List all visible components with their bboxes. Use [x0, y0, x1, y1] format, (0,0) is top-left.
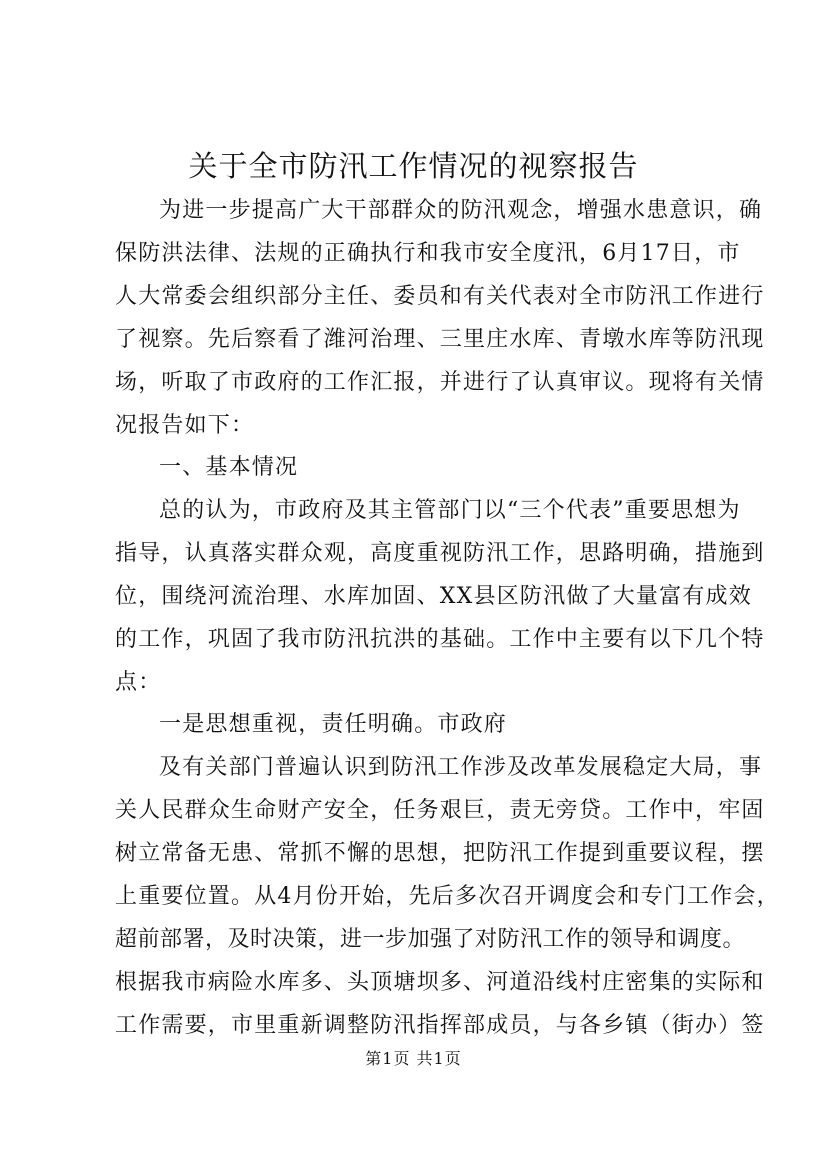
paragraph-line: 关人民群众生命财产安全，任务艰巨，责无旁贷。工作中，牢固: [115, 798, 765, 823]
paragraph-line: 树立常备无患、常抓不懈的思想，把防汛工作提到重要议程，摆: [115, 841, 765, 866]
page-number-footer: 第1页 共1页: [365, 1049, 462, 1068]
paragraph-line: 上重要位置。从4月份开始，先后多次召开调度会和专门工作会，: [115, 884, 780, 909]
paragraph-line: 了视察。先后察看了潍河治理、三里庄水库、青墩水库等防汛现: [115, 327, 765, 352]
paragraph-line: 及有关部门普遍认识到防汛工作涉及改革发展稳定大局，事: [159, 755, 763, 780]
paragraph-line: 人大常委会组织部分主任、委员和有关代表对全市防汛工作进行: [115, 284, 765, 309]
page-title: 关于全市防汛工作情况的视察报告: [188, 149, 639, 183]
paragraph-line: 的工作，巩固了我市防汛抗洪的基础。工作中主要有以下几个特: [115, 627, 765, 652]
subsection-heading: 一是思想重视，责任明确。市政府: [159, 712, 508, 737]
paragraph-line: 位，围绕河流治理、水库加固、XX县区防汛做了大量富有成效: [115, 584, 752, 609]
paragraph-line: 超前部署，及时决策，进一步加强了对防汛工作的领导和调度。: [115, 927, 746, 952]
paragraph-line: 总的认为，市政府及其主管部门以“三个代表”重要思想为: [159, 498, 741, 523]
section-heading: 一、基本情况: [159, 455, 299, 480]
paragraph-line: 场，听取了市政府的工作汇报，并进行了认真审议。现将有关情: [115, 370, 765, 395]
paragraph-line: 根据我市病险水库多、头顶塘坝多、河道沿线村庄密集的实际和: [115, 970, 765, 995]
paragraph-line: 为进一步提高广大干部群众的防汛观念，增强水患意识，确: [159, 198, 763, 223]
paragraph-line: 指导，认真落实群众观，高度重视防汛工作，思路明确，措施到: [115, 541, 765, 566]
paragraph-line: 保防洪法律、法规的正确执行和我市安全度汛，6月17日，市: [115, 241, 741, 266]
paragraph-line: 况报告如下：: [115, 413, 255, 438]
paragraph-line: 工作需要，市里重新调整防汛指挥部成员，与各乡镇（街办）签: [115, 1013, 765, 1038]
paragraph-line: 点：: [115, 670, 162, 695]
